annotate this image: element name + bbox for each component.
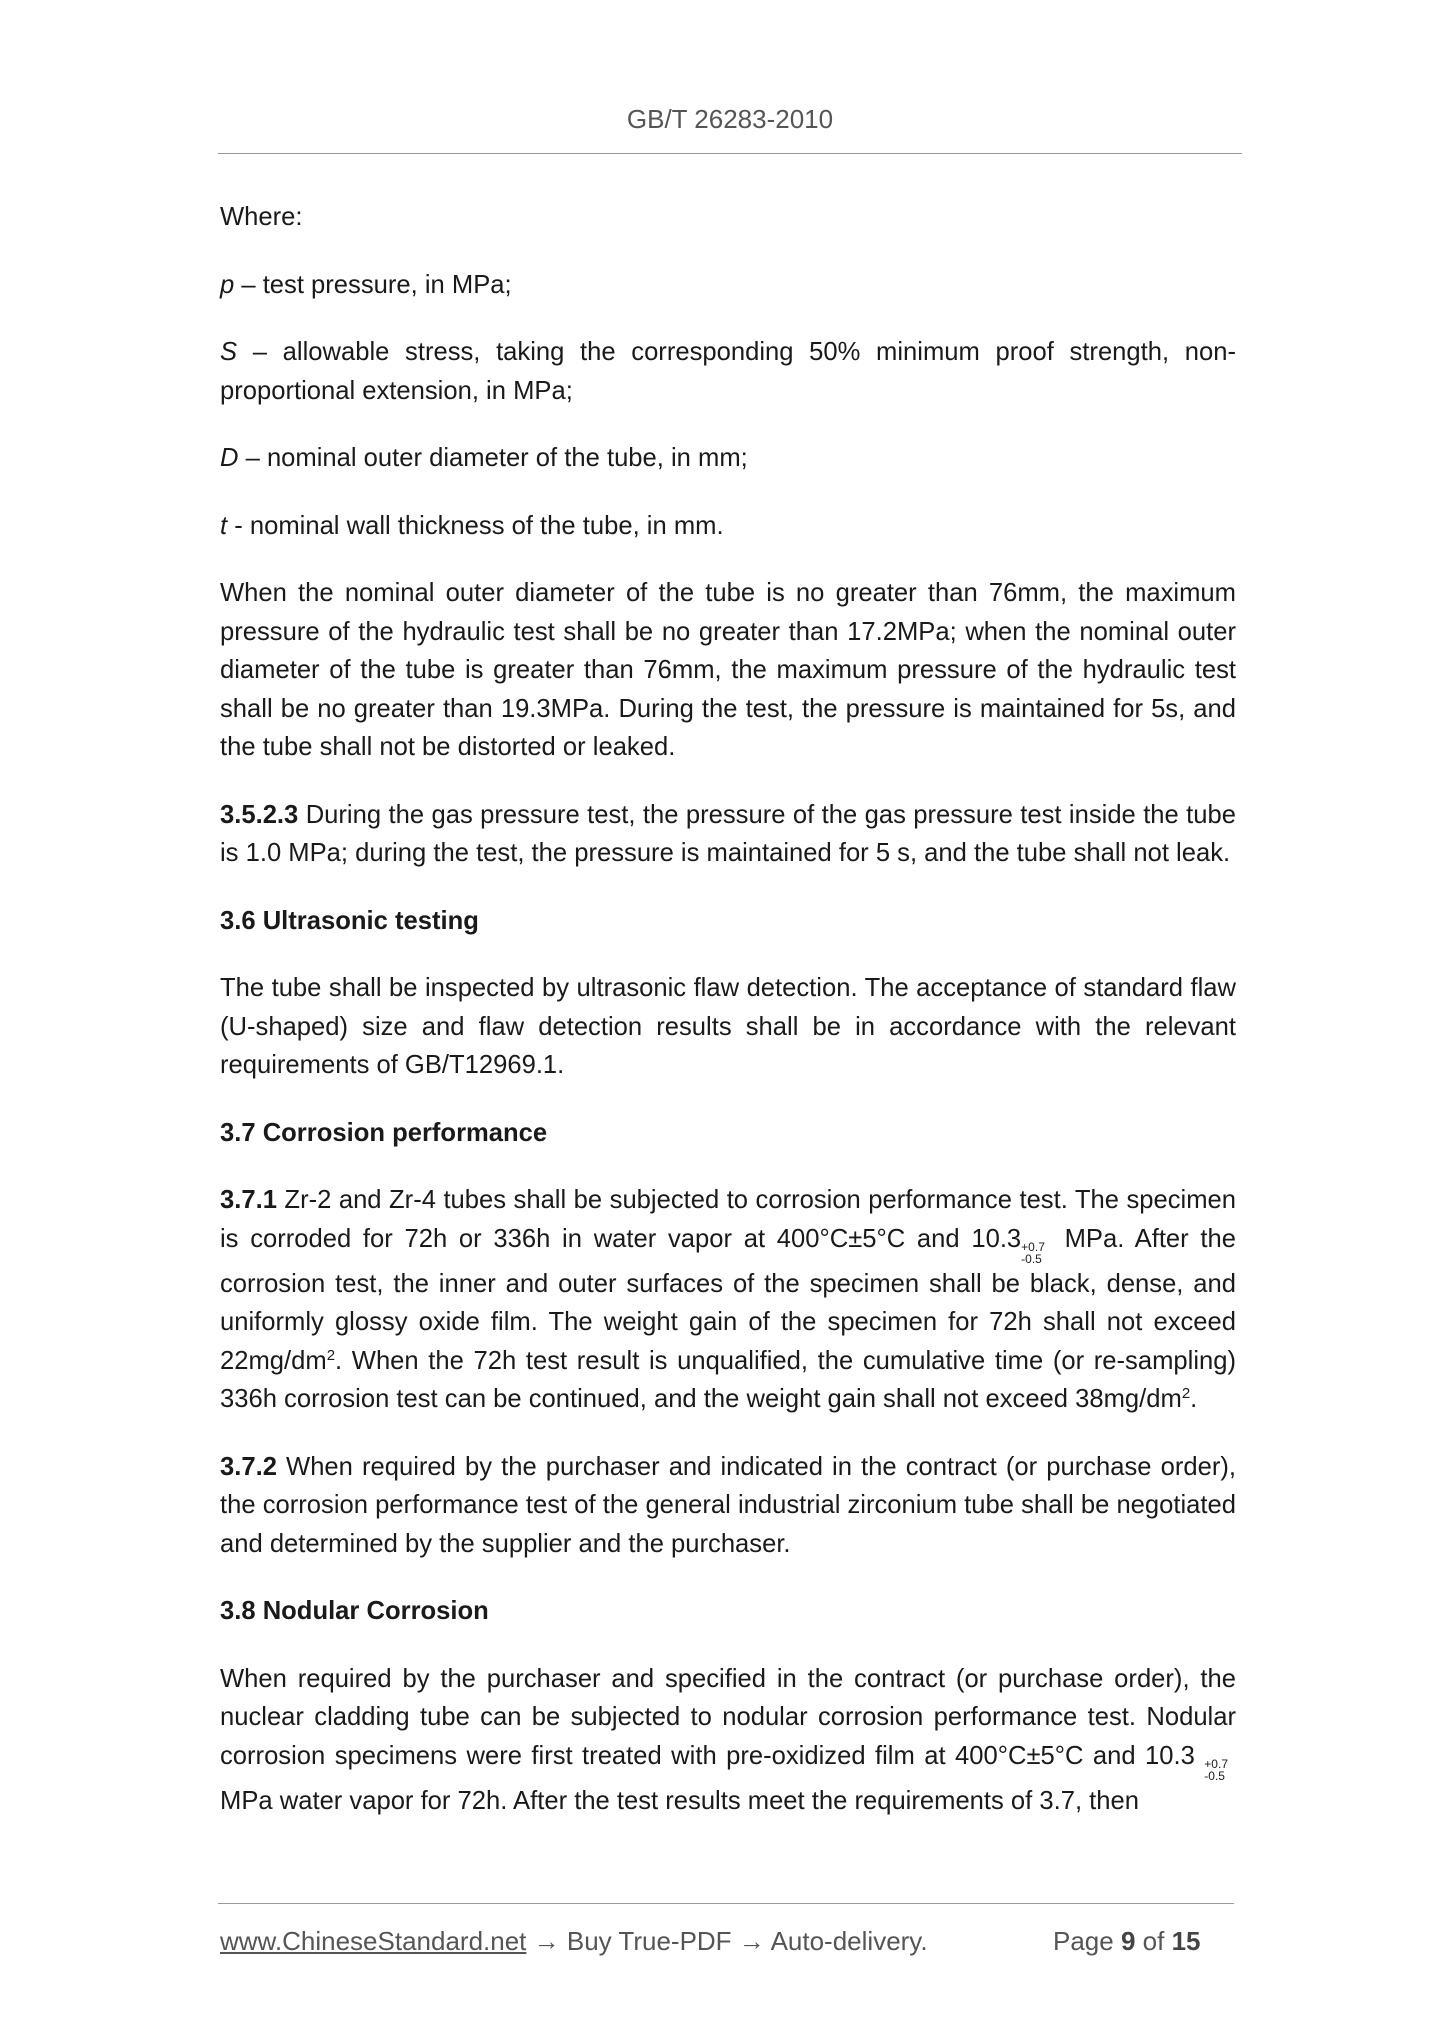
clause-number: 3.5.2.3	[220, 800, 299, 829]
pressure-tolerance	[1204, 1758, 1228, 1782]
definition-s-text: – allowable stress, taking the corresponding 50% minimum proof strength, non-proportional extension, in MPa;	[220, 338, 1236, 405]
definition-p	[220, 266, 1236, 305]
clause-3-7-2	[220, 1448, 1236, 1564]
paragraph-text: When required by the purchaser and specified in the contract (or purchase order), the nuclear cladding tube can be subjected to nodular corrosion performance test. Nodular corrosion specimens were first treated with pre-oxidized film at 400°C±5°C and 10.3	[220, 1664, 1236, 1770]
tolerance-upper: +0.7	[1204, 1756, 1228, 1771]
definition-p-text: – test pressure, in MPa;	[234, 270, 512, 299]
section-heading-3-6: 3.6 Ultrasonic testing	[220, 906, 479, 935]
pressure-tolerance	[1021, 1241, 1045, 1265]
document-header: GB/T 26283-2010	[626, 104, 834, 134]
footer-tagline: → Buy True-PDF → Auto-delivery.	[526, 1926, 928, 1956]
tolerance-lower: -0.5	[1204, 1768, 1225, 1783]
clause-3-7-1	[220, 1181, 1236, 1419]
footer-left	[220, 1926, 928, 1957]
page-current: 9	[1120, 1926, 1136, 1956]
clause-text: When required by the purchaser and indicated in the contract (or purchase order), the corrosion performance test of the general industrial zirconium tube shall be negotiated and determined by the supplier and the purchaser.	[220, 1452, 1236, 1558]
definition-t-text: - nominal wall thickness of the tube, in mm.	[227, 511, 724, 540]
clause-number: 3.7.1	[220, 1186, 277, 1214]
page-of: of	[1142, 1926, 1165, 1956]
hydraulic-paragraph: When the nominal outer diameter of the tube is no greater than 76mm, the maximum pressure of the hydraulic test shall be no greater than 17.2MPa; when the nominal outer diameter of the tube is greater than 76mm, the maximum pressure of the hydraulic test shall be no greater than 19.3MPa. During the test, the pressure is maintained for 5s, and the tube shall not be distorted or leaked.	[220, 579, 1236, 761]
section-heading-3-7: 3.7 Corrosion performance	[220, 1118, 548, 1147]
clause-number: 3.7.2	[220, 1452, 277, 1481]
page-total: 15	[1171, 1926, 1201, 1956]
clause-text: .	[1190, 1385, 1198, 1413]
clause-text: During the gas pressure test, the pressure of the gas pressure test inside the tube is 1.0 MPa; during the test, the pressure is maintained for 5 s, and the tube shall not leak.	[220, 800, 1236, 867]
clause-text: . When the 72h test result is unqualified, the cumulative time (or re-sampling) 336h corrosion test can be continued, and the weight gain shall not exceed 38mg/dm	[220, 1346, 1236, 1413]
definition-t	[220, 507, 1236, 546]
superscript: 2	[1181, 1385, 1191, 1402]
clause-text: MPa. After the corrosion test, the inner and outer surfaces of the specimen shall be black, dense, and uniformly glossy oxide film. The weight gain of the specimen for 72h shall not exceed 22mg/dm	[220, 1224, 1236, 1375]
symbol-d: D	[220, 444, 239, 472]
tolerance-upper: +0.7	[1021, 1239, 1045, 1254]
document-body	[220, 198, 1236, 1820]
symbol-t: t	[220, 511, 228, 540]
definition-d-text: – nominal outer diameter of the tube, in mm;	[238, 444, 748, 472]
tolerance-lower: -0.5	[1021, 1251, 1042, 1266]
footer-divider	[218, 1903, 1234, 1904]
page-indicator	[1053, 1926, 1201, 1957]
symbol-s: S	[220, 338, 238, 366]
paragraph-text: MPa water vapor for 72h. After the test results meet the requirements of 3.7, then	[220, 1786, 1140, 1815]
definition-s	[220, 333, 1236, 410]
header-divider	[218, 153, 1242, 154]
clause-3-5-2-3	[220, 796, 1236, 873]
where-label: Where:	[220, 203, 303, 231]
page-label: Page	[1053, 1926, 1114, 1956]
clause-text: Zr-2 and Zr-4 tubes shall be subjected to corrosion performance test. The specimen is corroded for 72h or 336h in water vapor at 400°C±5°C and 10.3	[220, 1186, 1236, 1253]
website-link[interactable]: www.ChineseStandard.net	[220, 1926, 527, 1956]
section-heading-3-8: 3.8 Nodular Corrosion	[220, 1597, 489, 1625]
nodular-paragraph	[220, 1660, 1236, 1821]
definition-d	[220, 439, 1236, 478]
superscript: 2	[326, 1346, 336, 1364]
ultrasonic-paragraph: The tube shall be inspected by ultrasonic flaw detection. The acceptance of standard flaw (U-shaped) size and flaw detection results shall be in accordance with the relevant requirements of GB/T12969.1.	[220, 974, 1236, 1079]
symbol-p: p	[220, 270, 235, 299]
